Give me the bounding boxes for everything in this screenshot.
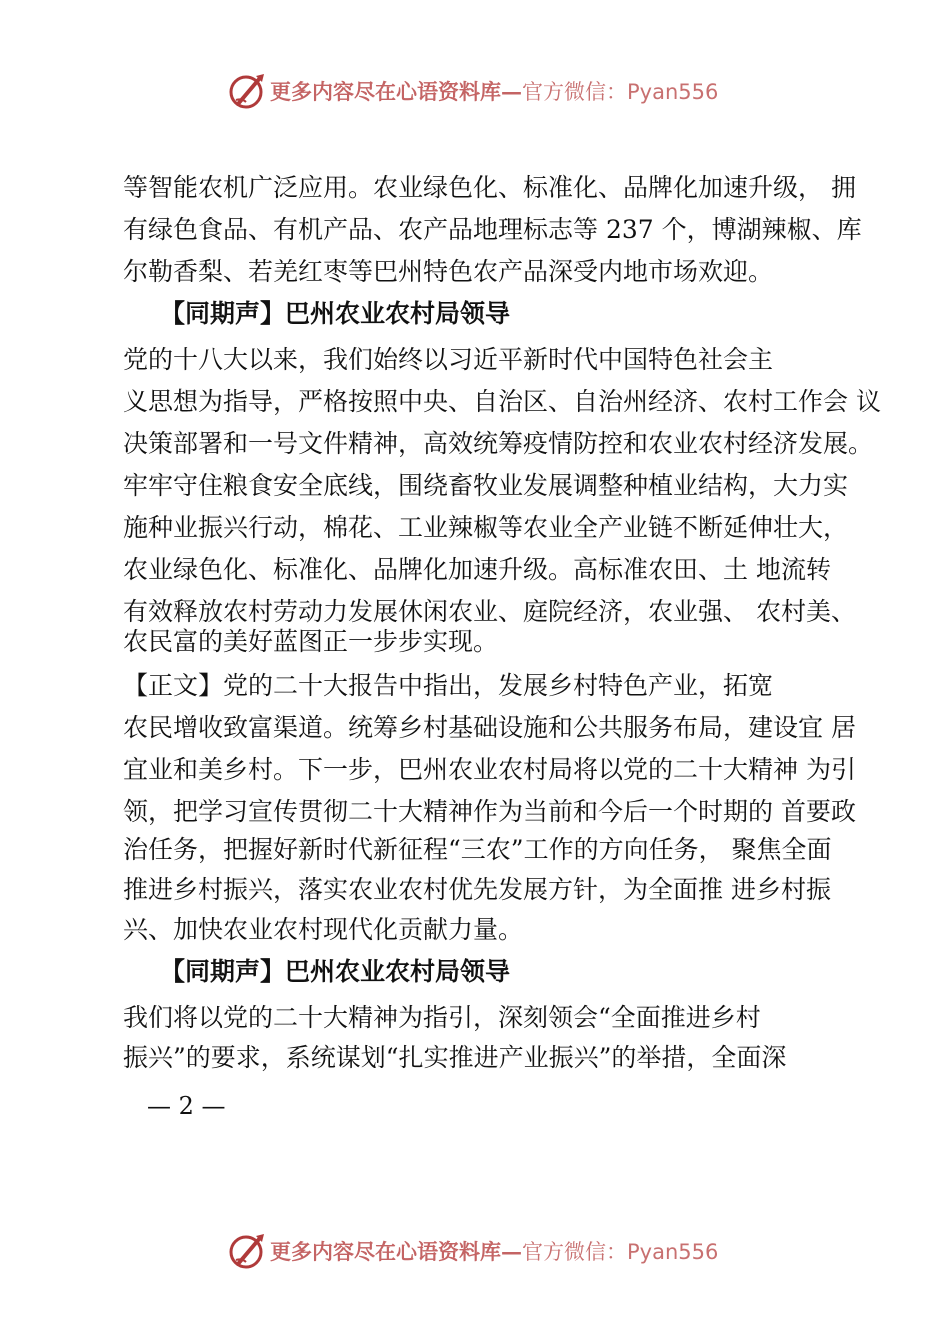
pen-logo-icon [226,1230,270,1274]
wechat-id: 官方微信：Pyan556 [522,80,719,104]
text-line: 推进乡村振兴，落实农业农村优先发展方针，为全面推 进乡村振 [123,875,831,904]
text-line: 有绿色食品、有机产品、农产品地理标志等 237 个，博湖辣椒、库 [123,215,862,244]
text-line: 振兴”的要求，系统谋划“扎实推进产业振兴”的举措，全面深 [123,1043,787,1072]
text-line: 农民增收致富渠道。统筹乡村基础设施和公共服务布局，建设宜 居 [123,713,856,742]
text-line: 宜业和美乡村。下一步，巴州农业农村局将以党的二十大精神 为引 [123,755,856,784]
text-line: 决策部署和一号文件精神，高效统筹疫情防控和农业农村经济发展。 [123,429,874,458]
watermark-text: 更多内容尽在心语资料库—官方微信：Pyan556 [270,79,719,104]
text-line: 义思想为指导，严格按照中央、自治区、自治州经济、农村工作会 议 [123,387,881,416]
text-line: 农民富的美好蓝图正一步步实现。 [123,627,499,656]
text-line: 农业绿色化、标准化、品牌化加速升级。高标准农田、土 地流转 [123,555,831,584]
text-line: 党的十八大以来，我们始终以习近平新时代中国特色社会主 [123,345,774,374]
pen-logo-icon [226,70,270,114]
watermark-banner-top [0,68,950,118]
text-line: 兴、加快农业农村现代化贡献力量。 [123,915,524,944]
text-line: 我们将以党的二十大精神为指引，深刻领会“全面推进乡村 [123,1003,761,1032]
text-line: 施种业振兴行动，棉花、工业辣椒等农业全产业链不断延伸壮大， [123,513,849,542]
wechat-id: 官方微信：Pyan556 [522,1240,719,1264]
text-line: 领，把学习宣传贯彻二十大精神作为当前和今后一个时期的 首要政 [123,797,856,826]
text-line: 【正文】党的二十大报告中指出，发展乡村特色产业，拓宽 [123,671,774,700]
text-line: 有效释放农村劳动力发展休闲农业、庭院经济，农业强、 农村美、 [123,597,856,626]
page-number: — 2 — [147,1092,226,1120]
text-line: 治任务，把握好新时代新征程“三农”工作的方向任务， 聚焦全面 [123,835,832,864]
section-heading: 【同期声】巴州农业农村局领导 [160,299,511,328]
watermark-banner-bottom [0,1228,950,1278]
section-heading: 【同期声】巴州农业农村局领导 [160,957,511,986]
text-line: 尔勒香梨、若羌红枣等巴州特色农产品深受内地市场欢迎。 [123,257,774,286]
text-line: 等智能农机广泛应用。农业绿色化、标准化、品牌化加速升级， 拥 [123,173,856,202]
text-line: 牢牢守住粮食安全底线，围绕畜牧业发展调整种植业结构，大力实 [123,471,849,500]
watermark-text: 更多内容尽在心语资料库—官方微信：Pyan556 [270,1239,719,1264]
